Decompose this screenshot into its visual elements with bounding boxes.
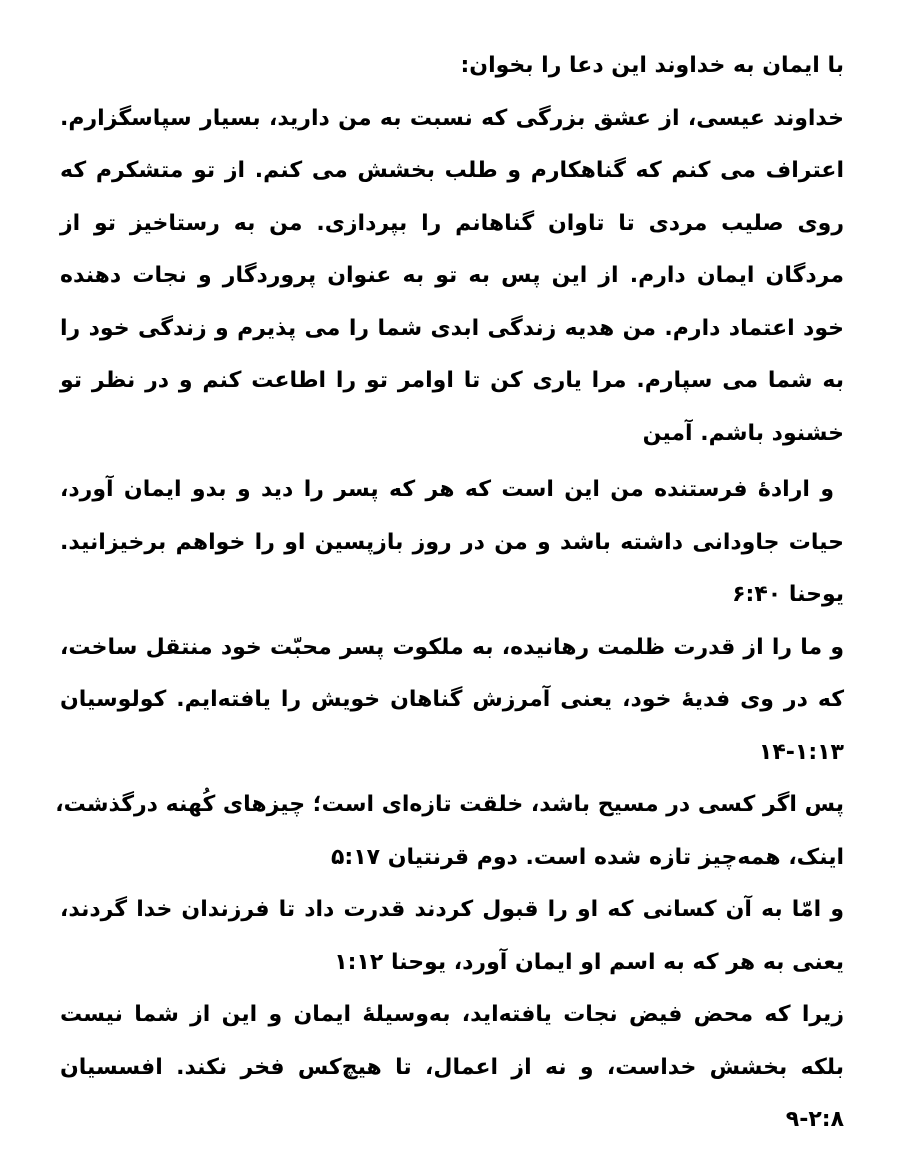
prayer-line: خشنود باشم. آمین bbox=[642, 420, 844, 446]
verse-reference: ۹-۲:۸ bbox=[785, 1107, 844, 1132]
document-page bbox=[55, 40, 844, 1147]
prayer-line: مردگان ایمان دارم. از این پس به تو به عنوان پروردگار و نجات دهنده bbox=[60, 263, 844, 288]
verse-reference: یوحنا ۶:۴۰ bbox=[732, 582, 844, 607]
prayer-line: خود اعتماد دارم. من هدیه زندگی ابدی شما را می پذیرم و زندگی خود را bbox=[60, 315, 844, 341]
verse-line: و امّا به آن کسانی که او را قبول کردند قدرت داد تا فرزندان خدا گردند، bbox=[60, 897, 844, 922]
verse-line: که در وی فدیهٔ خود، یعنی آمرزش گناهان خویش را یافته‌ایم. کولوسیان bbox=[60, 687, 844, 712]
verse-line: یعنی به هر که به اسم او ایمان آورد، یوحنا ۱:۱۲ bbox=[334, 949, 844, 975]
prayer-intro: با ایمان به خداوند این دعا را بخوان: bbox=[460, 53, 844, 78]
prayer-line: به شما می سپارم. مرا یاری کن تا اوامر تو را اطاعت کنم و در نظر تو bbox=[60, 368, 844, 393]
verse-colossians-1-13 bbox=[60, 622, 844, 780]
verse-line: اینک، همه‌چیز تازه شده است. دوم قرنتیان ۵:۱۷ bbox=[330, 844, 844, 870]
prayer-line: اعتراف می کنم که گناهکارم و طلب بخشش می کنم. از تو متشکرم که bbox=[60, 158, 844, 183]
verse-line: پس اگر کسی در مسیح باشد، خلقت تازه‌ای است؛ چیزهای کُهنه درگذشت، bbox=[55, 792, 844, 817]
verse-john-1-12 bbox=[60, 884, 844, 989]
prayer-line: خداوند عیسی، از عشق بزرگی که نسبت به من دارید، بسیار سپاسگزارم. bbox=[60, 105, 844, 131]
verse-line: و ما را از قدرت ظلمت رهانیده، به ملکوت پسر محبّت خود منتقل ساخت، bbox=[60, 634, 844, 660]
prayer-line: روی صلیب مردی تا تاوان گناهانم را بپردازی. من به رستاخیز تو از bbox=[60, 210, 844, 236]
verse-reference: ۱۴-۱:۱۳ bbox=[758, 739, 844, 765]
verse-line: زیرا که محض فیض نجات یافته‌اید، به‌وسیلهٔ ایمان و این از شما نیست bbox=[60, 1002, 844, 1027]
verse-line: حیات جاودانی داشته باشد و من در روز بازپسین او را خواهم برخیزانید. bbox=[60, 529, 844, 555]
verse-line: بلکه بخشش خداست، و نه از اعمال، تا هیچ‌کس فخر نکند. افسسیان bbox=[60, 1054, 844, 1080]
verse-john-6-40 bbox=[60, 464, 844, 622]
verse-2-corinthians-5-17 bbox=[55, 779, 844, 884]
verse-ephesians-2-8 bbox=[60, 989, 844, 1147]
prayer-section bbox=[60, 40, 844, 460]
verse-line: و ارادهٔ فرستنده من این است که هر که پسر را دید و بدو ایمان آورد، bbox=[60, 477, 834, 502]
